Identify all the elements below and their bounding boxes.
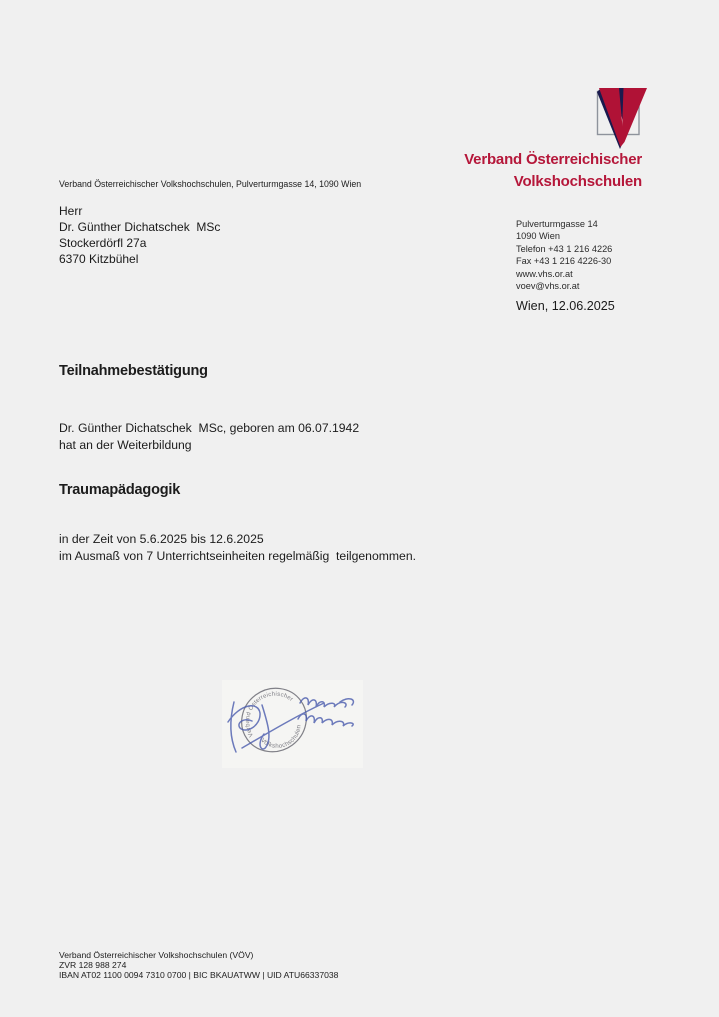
participant-paragraph [59, 420, 359, 454]
participant-line1: Dr. Günther Dichatschek MSc, geboren am 06.07.1942 [59, 421, 360, 435]
recipient-city: 6370 Kitzbühel [59, 252, 139, 266]
document-title: Teilnahmebestätigung [59, 363, 208, 379]
period-line1: in der Zeit von 5.6.2025 bis 12.6.2025 [59, 532, 264, 546]
stamp-signature-area [218, 676, 368, 772]
contact-fax: Fax +43 1 216 4226-30 [516, 256, 612, 267]
contact-phone: Telefon +43 1 216 4226 [516, 243, 613, 254]
recipient-street: Stockerdörfl 27a [59, 236, 147, 250]
brand-wordmark-line2: Volkshochschulen [513, 172, 642, 190]
footer-iban-line: IBAN AT02 1100 0094 7310 0700 | BIC BKAUATWW | UID ATU66337038 [59, 970, 339, 980]
period-paragraph [59, 531, 416, 565]
stamp-arc-top-text: Verband Österreichischer [245, 691, 294, 738]
place-date-line: Wien, 12.06.2025 [516, 299, 615, 313]
stamp-arc-bottom-text: Volkshochschulen [259, 724, 303, 750]
contact-city: 1090 Wien [516, 231, 560, 242]
brand-wordmark [390, 149, 642, 192]
round-stamp-with-signature [218, 676, 368, 772]
voev-checkmark-logo-icon [586, 82, 648, 152]
brand-wordmark-line1: Verband Österreichischer [464, 151, 642, 168]
footer-zvr-line: ZVR 128 988 274 [59, 960, 127, 970]
course-title: Traumapädagogik [59, 482, 181, 498]
contact-email: voev@vhs.or.at [516, 281, 580, 292]
recipient-address-block [59, 203, 220, 267]
contact-street: Pulverturmgasse 14 [516, 219, 598, 229]
sender-return-address: Verband Österreichischer Volkshochschulen, Pulverturmgasse 14, 1090 Wien [59, 179, 362, 189]
recipient-salutation: Herr [59, 204, 83, 218]
contact-website: www.vhs.or.at [516, 268, 573, 279]
footer-block [59, 950, 338, 980]
contact-info-block [516, 218, 612, 292]
participant-line2: hat an der Weiterbildung [59, 437, 192, 452]
recipient-name: Dr. Günther Dichatschek MSc [59, 220, 221, 234]
period-line2: im Ausmaß von 7 Unterrichtseinheiten regelmäßig teilgenommen. [59, 548, 416, 563]
footer-org-line: Verband Österreichischer Volkshochschulen (VÖV) [59, 950, 254, 960]
